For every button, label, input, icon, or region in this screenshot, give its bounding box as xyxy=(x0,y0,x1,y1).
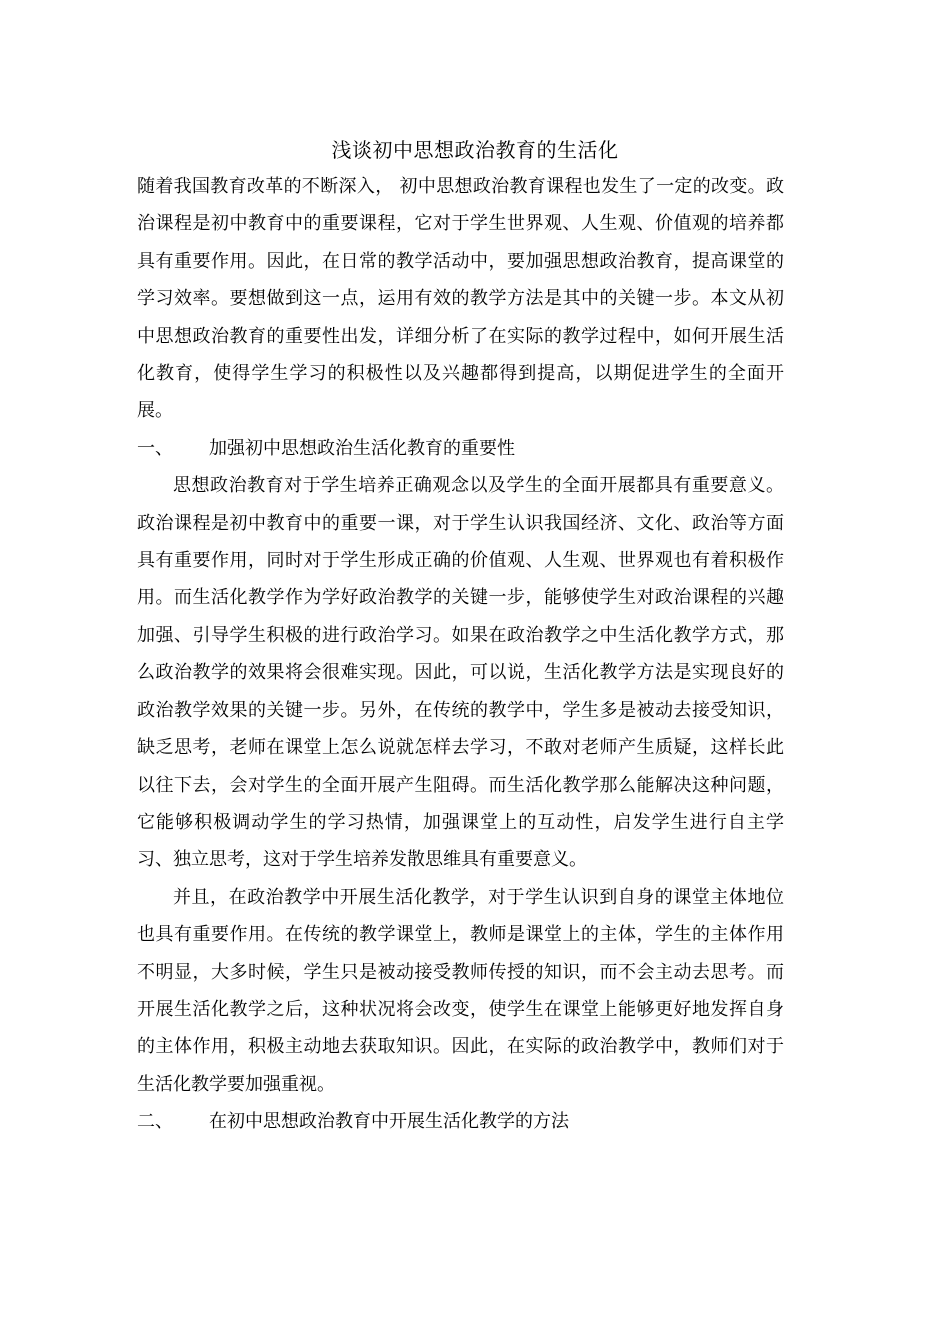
section1-paragraph-1: 思想政治教育对于学生培养正确观念以及学生的全面开展都具有重要意义。政治课程是初中教育中的重要一课，对于学生认识我国经济、文化、政治等方面具有重要作用，同时对于学生形成正确的价值观、人生观、世界观也有着积极作用。而生活化教学作为学好政治教学的关键一步，能够使学生对政治课程的兴趣加强、引导学生积极的进行政治学习。如果在政治教学之中生活化教学方式，那么政治教学的效果将会很难实现。因此，可以说，生活化教学方法是实现良好的政治教学效果的关键一步。另外，在传统的教学中，学生多是被动去接受知识，缺乏思考，老师在课堂上怎么说就怎样去学习，不敢对老师产生质疑，这样长此以往下去，会对学生的全面开展产生阻碍。而生活化教学那么能解决这种问题，它能够积极调动学生的学习热情，加强课堂上的互动性，启发学生进行自主学习、独立思考，这对于学生培养发散思维具有重要意义。 xyxy=(137,475,784,871)
section-number-1: 一、 xyxy=(137,437,173,459)
section-number-2: 二、 xyxy=(137,1111,173,1133)
document-title: 浅谈初中思想政治教育的生活化 xyxy=(331,138,619,162)
section-heading-1 xyxy=(137,430,784,467)
intro-paragraph: 随着我国教育改革的不断深入， 初中思想政治教育课程也发生了一定的改变。政治课程是初中教育中的重要课程，它对于学生世界观、人生观、价值观的培养都具有重要作用。因此，在日常的教学活动中，要加强思想政治教育，提高课堂的学习效率。要想做到这一点，运用有效的教学方法是其中的关键一步。本文从初中思想政治教育的重要性出发，详细分析了在实际的教学过程中，如何开展生活化教育，使得学生学习的积极性以及兴趣都得到提高，以期促进学生的全面开展。 xyxy=(137,176,784,422)
section-heading-2 xyxy=(137,1103,784,1140)
section-title-1: 加强初中思想政治生活化教育的重要性 xyxy=(209,437,515,459)
section1-paragraph-2: 并且，在政治教学中开展生活化教学，对于学生认识到自身的课堂主体地位也具有重要作用。在传统的教学课堂上，教师是课堂上的主体，学生的主体作用不明显，大多时候，学生只是被动接受教师传授的知识，而不会主动去思考。而开展生活化教学之后，这种状况将会改变，使学生在课堂上能够更好地发挥自身的主体作用，积极主动地去获取知识。因此，在实际的政治教学中，教师们对于生活化教学要加强重视。 xyxy=(137,886,784,1095)
section-title-2: 在初中思想政治教育中开展生活化教学的方法 xyxy=(209,1111,569,1133)
document-body xyxy=(137,168,784,1141)
